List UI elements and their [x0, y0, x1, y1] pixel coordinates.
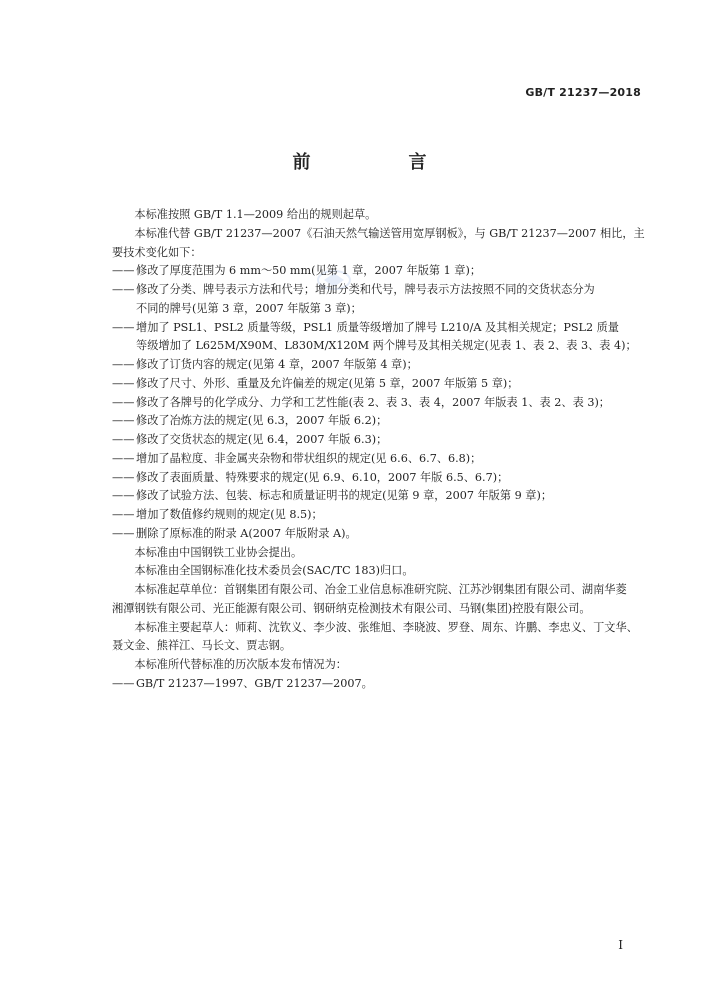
dash-marker: ——	[112, 451, 135, 465]
list-item	[112, 412, 648, 431]
dash-marker: ——	[112, 470, 135, 484]
paragraph-drafting-units-line1: 本标准起草单位：首钢集团有限公司、冶金工业信息标准研究院、江苏沙钢集团有限公司、湖南华菱	[134, 583, 627, 596]
list-item	[112, 450, 648, 469]
dash-marker: ——	[112, 526, 135, 540]
list-item-text: 修改了表面质量、特殊要求的规定(见 6.9、6.10，2007 年版 6.5、6.7)；	[136, 470, 509, 484]
list-item-text: 修改了交货状态的规定(见 6.4，2007 年版 6.3)；	[136, 433, 388, 446]
list-item-text: 删除了原标准的附录 A(2007 年版附录 A)。	[136, 526, 357, 540]
list-item	[112, 319, 648, 357]
list-item	[112, 262, 648, 281]
foreword-body	[112, 206, 648, 694]
dash-marker: ——	[112, 508, 135, 521]
dash-marker: ——	[112, 358, 135, 371]
paragraph-drafters-line1: 本标准主要起草人：师莉、沈钦义、李少波、张维旭、李晓波、罗登、周东、许鹏、李忠义、丁文华、	[134, 620, 638, 634]
paragraph-replacement-line2: 要技术变化如下：	[112, 245, 202, 259]
dash-marker: ——	[112, 264, 135, 278]
list-item	[112, 375, 648, 394]
list-item-text-continued: 等级增加了 L625M/X90M、L830M/X120M 两个牌号及其相关规定(见表 1、表 2、表 3、表 4)；	[136, 339, 637, 353]
list-item-text: 修改了冶炼方法的规定(见 6.3，2007 年版 6.2)；	[136, 414, 388, 428]
page-title: 前 言	[292, 152, 467, 173]
dash-marker: ——	[112, 395, 135, 409]
list-item-text: 增加了数值修约规则的规定(见 8.5)；	[136, 508, 323, 521]
list-item	[112, 281, 648, 319]
paragraph-replacement-line1: 本标准代替 GB/T 21237—2007《石油天然气输送管用宽厚钢板》，与 GB/T 21237—2007 相比，主	[134, 226, 645, 240]
list-item	[112, 469, 648, 488]
list-item	[112, 431, 648, 450]
dash-marker: ——	[112, 376, 135, 390]
list-item	[112, 675, 648, 694]
list-item	[112, 525, 648, 544]
dash-marker: ——	[112, 489, 135, 503]
page-number: I	[618, 938, 623, 952]
list-item-text: 修改了分类、牌号表示方法和代号；增加分类和代号，牌号表示方法按照不同的交货状态分为	[136, 283, 595, 296]
dash-marker: ——	[112, 320, 135, 334]
dash-marker: ——	[112, 676, 135, 690]
list-item	[112, 394, 648, 413]
standard-code: GB/T 21237—2018	[525, 86, 641, 99]
dash-marker: ——	[112, 433, 135, 446]
list-item-text: 修改了尺寸、外形、重量及允许偏差的规定(见第 5 章，2007 年版第 5 章)；	[136, 376, 519, 390]
list-item-text: 增加了晶粒度、非金属夹杂物和带状组织的规定(见 6.6、6.7、6.8)；	[136, 451, 482, 465]
list-item-text: 增加了 PSL1、PSL2 质量等级，PSL1 质量等级增加了牌号 L210/A 及其相关规定；PSL2 质量	[136, 320, 619, 334]
history-versions: GB/T 21237—1997、GB/T 21237—2007。	[136, 676, 373, 690]
list-item	[112, 506, 648, 525]
dash-marker: ——	[112, 414, 135, 428]
list-item-text: 修改了试验方法、包装、标志和质量证明书的规定(见第 9 章，2007 年版第 9 章)；	[136, 489, 553, 503]
list-item-text: 修改了厚度范围为 6 mm～50 mm(见第 1 章，2007 年版第 1 章)；	[136, 264, 482, 278]
list-item	[112, 487, 648, 506]
list-item-text: 修改了订货内容的规定(见第 4 章，2007 年版第 4 章)；	[136, 358, 418, 371]
list-item-text: 修改了各牌号的化学成分、力学和工艺性能(表 2、表 3、表 4，2007 年版表 1、表 2、表 3)；	[136, 395, 610, 409]
paragraph-history-intro: 本标准所代替标准的历次版本发布情况为：	[134, 658, 347, 671]
paragraph-centralized: 本标准由全国钢标准化技术委员会(SAC/TC 183)归口。	[134, 564, 414, 578]
changes-list	[112, 262, 648, 543]
dash-marker: ——	[112, 283, 135, 296]
paragraph-proposer: 本标准由中国钢铁工业协会提出。	[134, 545, 303, 559]
paragraph-drafting-rules: 本标准按照 GB/T 1.1—2009 给出的规则起草。	[134, 208, 377, 221]
paragraph-drafters-line2: 聂文金、熊祥江、马长文、贾志钢。	[112, 639, 292, 653]
paragraph-drafting-units-line2: 湘潭钢铁有限公司、光正能源有限公司、钢研纳克检测技术有限公司、马钢(集团)控股有限公司。	[112, 601, 591, 615]
list-item	[112, 356, 648, 375]
list-item-text-continued: 不同的牌号(见第 3 章，2007 年版第 3 章)；	[136, 301, 362, 315]
